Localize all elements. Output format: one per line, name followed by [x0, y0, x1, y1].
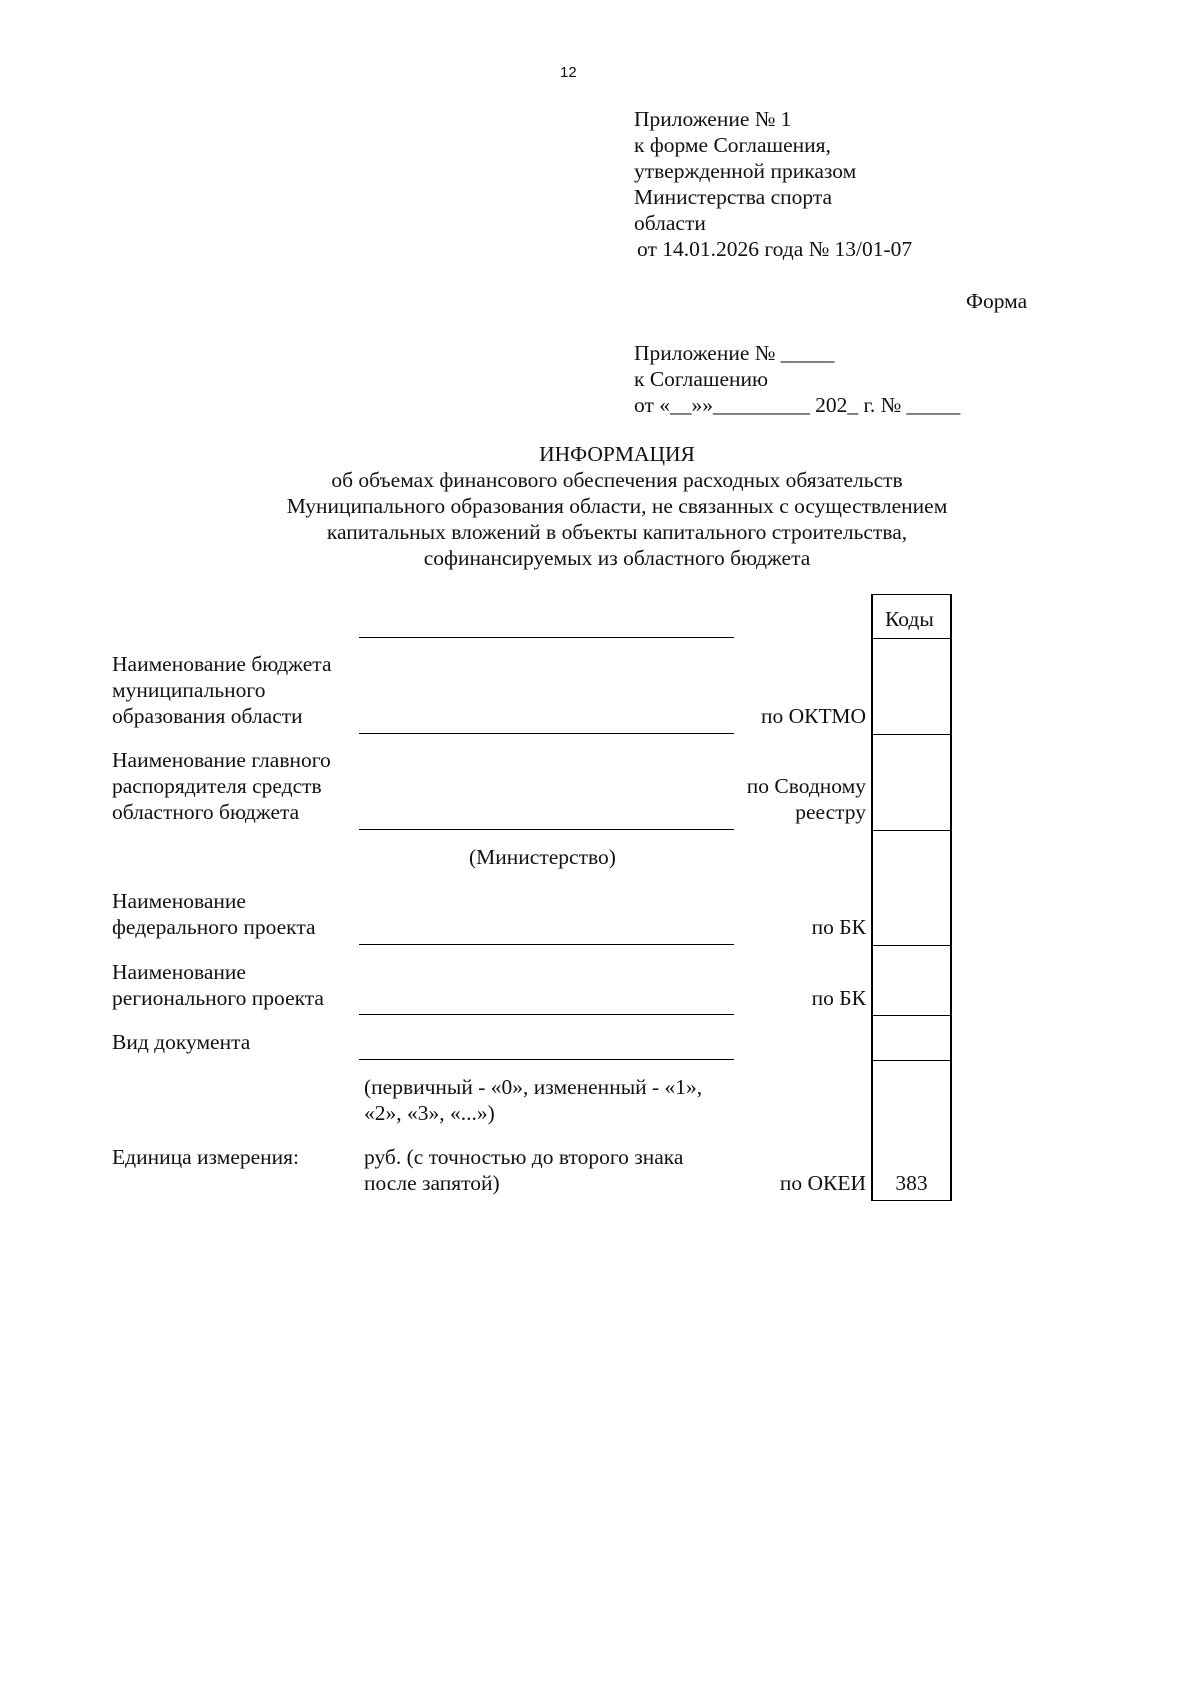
oktmo-code-label: по ОКТМО: [761, 704, 866, 728]
regional-project-field[interactable]: [359, 1014, 734, 1015]
codes-column-left-border: [871, 594, 873, 1201]
codes-cell-divider: [871, 734, 952, 735]
regional-project-label-line: Наименование: [112, 960, 246, 984]
budget-name-label-line: муниципального: [112, 678, 266, 702]
document-subtitle-line: об объемах финансового обеспечения расходных обязательств: [331, 468, 903, 492]
codes-header: Коды: [885, 607, 934, 631]
unit-value-line: руб. (с точностью до второго знака: [364, 1145, 684, 1169]
federal-project-field[interactable]: [359, 944, 734, 945]
codes-cell-divider: [871, 830, 952, 831]
document-subtitle-line: капитальных вложений в объекты капитального строительства,: [326, 520, 908, 544]
doc-type-hint-line: (первичный - «0», измененный - «1»,: [364, 1075, 703, 1099]
codes-cell-divider: [871, 1060, 952, 1061]
codes-column-bottom-border: [871, 1200, 952, 1201]
form-label: Форма: [966, 289, 1028, 313]
budget-name-label-line: образования области: [112, 704, 303, 728]
document-subtitle-line: софинансируемых из областного бюджета: [423, 546, 811, 570]
agreement-appendix-line: к Соглашению: [634, 367, 769, 391]
document-subtitle-line: Муниципального образования области, не связанных с осуществлением: [286, 494, 948, 518]
federal-project-label-line: Наименование: [112, 889, 246, 913]
appendix-header-line: к форме Соглашения,: [634, 133, 831, 157]
ministry-caption: (Министерство): [469, 845, 616, 869]
main-manager-label-line: распорядителя средств: [112, 774, 322, 798]
codes-cell-divider: [871, 945, 952, 946]
summary-registry-code-label: реестру: [795, 800, 866, 824]
appendix-header-line: утвержденной приказом: [634, 159, 857, 183]
federal-project-label-line: федерального проекта: [112, 915, 316, 939]
doc-type-label: Вид документа: [112, 1030, 251, 1054]
regional-project-label-line: регионального проекта: [112, 986, 324, 1010]
doc-type-field[interactable]: [359, 1059, 734, 1060]
unit-value-line: после запятой): [364, 1171, 500, 1195]
codes-cell-divider: [871, 1015, 952, 1016]
codes-column-right-border: [950, 594, 952, 1201]
main-manager-label-line: областного бюджета: [112, 800, 300, 824]
agreement-appendix-line: Приложение № _____: [634, 341, 835, 365]
appendix-header-line: Министерства спорта: [634, 185, 833, 209]
appendix-header-line: от 14.01.2026 года № 13/01-07: [637, 237, 913, 261]
main-manager-field-line[interactable]: [359, 829, 734, 830]
bk-code-label: по БК: [811, 915, 866, 939]
doc-type-hint-line: «2», «3», «...»): [364, 1101, 495, 1125]
codes-column-top-border: [871, 594, 952, 595]
okei-code-value: 383: [895, 1171, 928, 1195]
budget-name-field[interactable]: [359, 637, 734, 638]
summary-registry-code-label: по Сводному: [746, 774, 866, 798]
appendix-header-line: области: [634, 211, 706, 235]
budget-name-label-line: Наименование бюджета: [112, 652, 332, 676]
main-manager-field[interactable]: [359, 733, 734, 734]
appendix-header-line: Приложение № 1: [634, 107, 792, 131]
main-manager-label-line: Наименование главного: [112, 748, 331, 772]
agreement-appendix-line: от «__»»_________ 202_ г. № _____: [634, 393, 961, 417]
bk-code-label: по БК: [811, 986, 866, 1010]
codes-cell-divider: [871, 638, 952, 639]
unit-label: Единица измерения:: [112, 1145, 300, 1169]
okei-code-label: по ОКЕИ: [779, 1171, 866, 1195]
document-title: ИНФОРМАЦИЯ: [539, 442, 695, 466]
page-number: 12: [560, 64, 577, 81]
